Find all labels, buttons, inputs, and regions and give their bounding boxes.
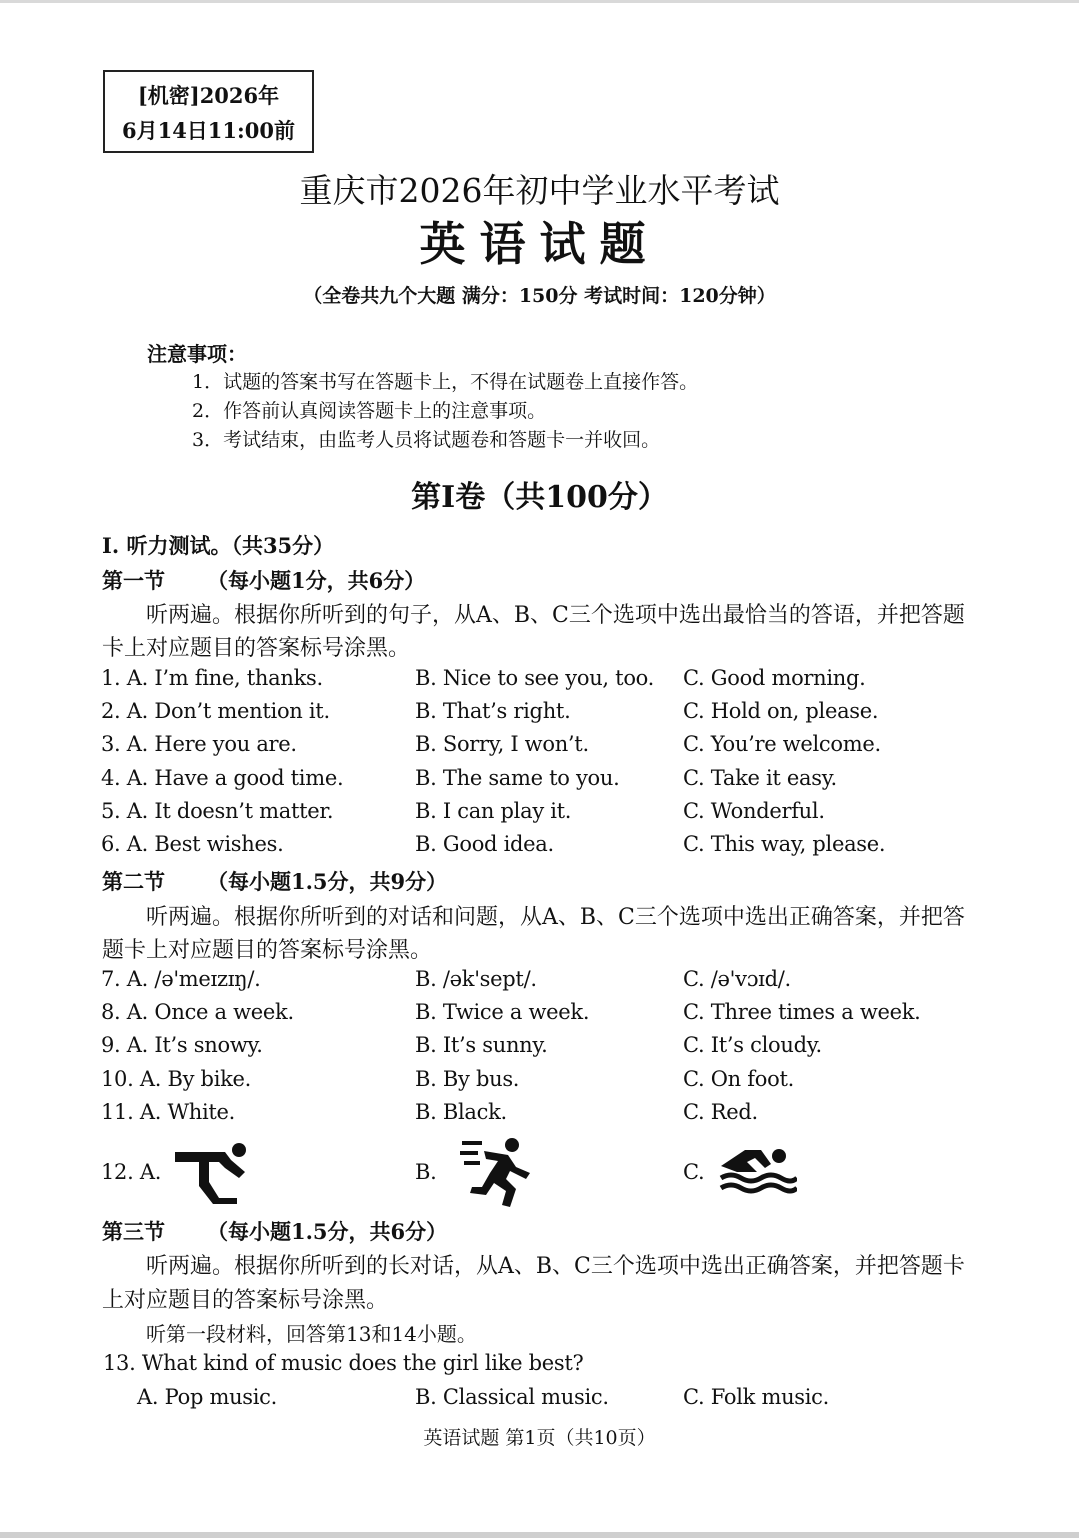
notice-item: 3．考试结束，由监考人员将试题卷和答题卡一并收回。 [192,429,661,451]
question-12-option-a: 12. A. [101,1160,162,1184]
exam-info: （全卷共九个大题 满分：150分 考试时间：120分钟） [303,285,776,307]
page-footer: 英语试题 第1页（共10页） [423,1427,656,1449]
question-13-option-a: A. Pop music. [137,1385,278,1409]
notice-item: 2．作答前认真阅读答题卡上的注意事项。 [192,400,547,422]
exam-title: 重庆市2026年初中学业水平考试 [299,171,780,210]
question-1-option-a: 1. A. I’m fine, thanks. [101,666,323,690]
section-listening-title: I. 听力测试。（共35分） [102,533,335,558]
confidential-box [103,70,314,153]
question-2-option-b: B. That’s right. [415,699,571,723]
section-3-head: 第三节 [102,1219,165,1244]
section-3-instruction: 听两遍。根据你所听到的长对话，从A、B、C三个选项中选出正确答案，并把答题卡 [146,1254,965,1279]
question-5-option-a: 5. A. It doesn’t matter. [101,799,334,823]
section-2-instruction: 听两遍。根据你所听到的对话和问题，从A、B、C三个选项中选出正确答案，并把答 [146,905,965,930]
question-6-option-c: C. This way, please. [683,832,886,856]
running-figure-icon [460,1135,538,1210]
question-13-option-b: B. Classical music. [415,1385,609,1409]
notice-heading: 注意事项： [147,342,247,366]
question-13-option-c: C. Folk music. [683,1385,830,1409]
question-9-option-c: C. It’s cloudy. [683,1033,822,1057]
part-title: 第I卷（共100分） [411,480,668,515]
swimming-figure-icon [717,1144,797,1196]
question-2-option-a: 2. A. Don’t mention it. [101,699,330,723]
question-5-option-c: C. Wonderful. [683,799,825,823]
question-9-option-a: 9. A. It’s snowy. [101,1033,263,1057]
section-1-instruction-cont: 卡上对应题目的答案标号涂黑。 [102,636,411,661]
section-3-score: （每小题1.5分，共6分） [207,1219,448,1244]
confidential-line-2: 6月14日11:00前 [121,118,296,143]
question-7-option-c: C. /ə'vɔɪd/. [683,967,791,991]
question-11-option-a: 11. A. White. [101,1100,236,1124]
question-3-option-a: 3. A. Here you are. [101,732,297,756]
question-8-option-b: B. Twice a week. [415,1000,590,1024]
question-1-option-c: C. Good morning. [683,666,866,690]
skating-figure-icon [173,1138,253,1206]
question-4-option-c: C. Take it easy. [683,766,837,790]
question-11-option-c: C. Red. [683,1100,758,1124]
section-1-instruction: 听两遍。根据你所听到的句子，从A、B、C三个选项中选出最恰当的答语，并把答题 [146,603,965,628]
section-1-head: 第一节 [102,568,165,593]
question-8-option-a: 8. A. Once a week. [101,1000,294,1024]
question-6-option-b: B. Good idea. [415,832,554,856]
question-2-option-c: C. Hold on, please. [683,699,879,723]
question-10-option-c: C. On foot. [683,1067,794,1091]
question-4-option-a: 4. A. Have a good time. [101,766,344,790]
question-12-option-b: B. [415,1160,437,1184]
notice-item: 1．试题的答案书写在答题卡上，不得在试题卷上直接作答。 [192,371,699,393]
section-2-instruction-cont: 题卡上对应题目的答案标号涂黑。 [102,938,433,963]
confidential-line-1: [机密]2026年 [137,83,280,108]
subject-title: 英语试题 [419,217,660,271]
material-note: 听第一段材料，回答第13和14小题。 [146,1322,477,1346]
question-7-option-a: 7. A. /ə'meɪzɪŋ/. [101,967,261,991]
question-7-option-b: B. /ək'sept/. [415,967,537,991]
question-11-option-b: B. Black. [415,1100,507,1124]
section-2-head: 第二节 [102,869,165,894]
question-13-stem: 13. What kind of music does the girl like best? [103,1351,584,1375]
question-3-option-b: B. Sorry, I won’t. [415,732,589,756]
question-10-option-b: B. By bus. [415,1067,520,1091]
question-6-option-a: 6. A. Best wishes. [101,832,284,856]
question-1-option-b: B. Nice to see you, too. [415,666,655,690]
question-9-option-b: B. It’s sunny. [415,1033,548,1057]
question-8-option-c: C. Three times a week. [683,1000,921,1024]
question-12-option-c: C. [683,1160,705,1184]
question-5-option-b: B. I can play it. [415,799,572,823]
section-2-score: （每小题1.5分，共9分） [207,869,448,894]
question-10-option-a: 10. A. By bike. [101,1067,252,1091]
section-3-instruction-cont: 上对应题目的答案标号涂黑。 [102,1288,389,1313]
question-3-option-c: C. You’re welcome. [683,732,881,756]
question-4-option-b: B. The same to you. [415,766,620,790]
section-1-score: （每小题1分，共6分） [207,568,426,593]
